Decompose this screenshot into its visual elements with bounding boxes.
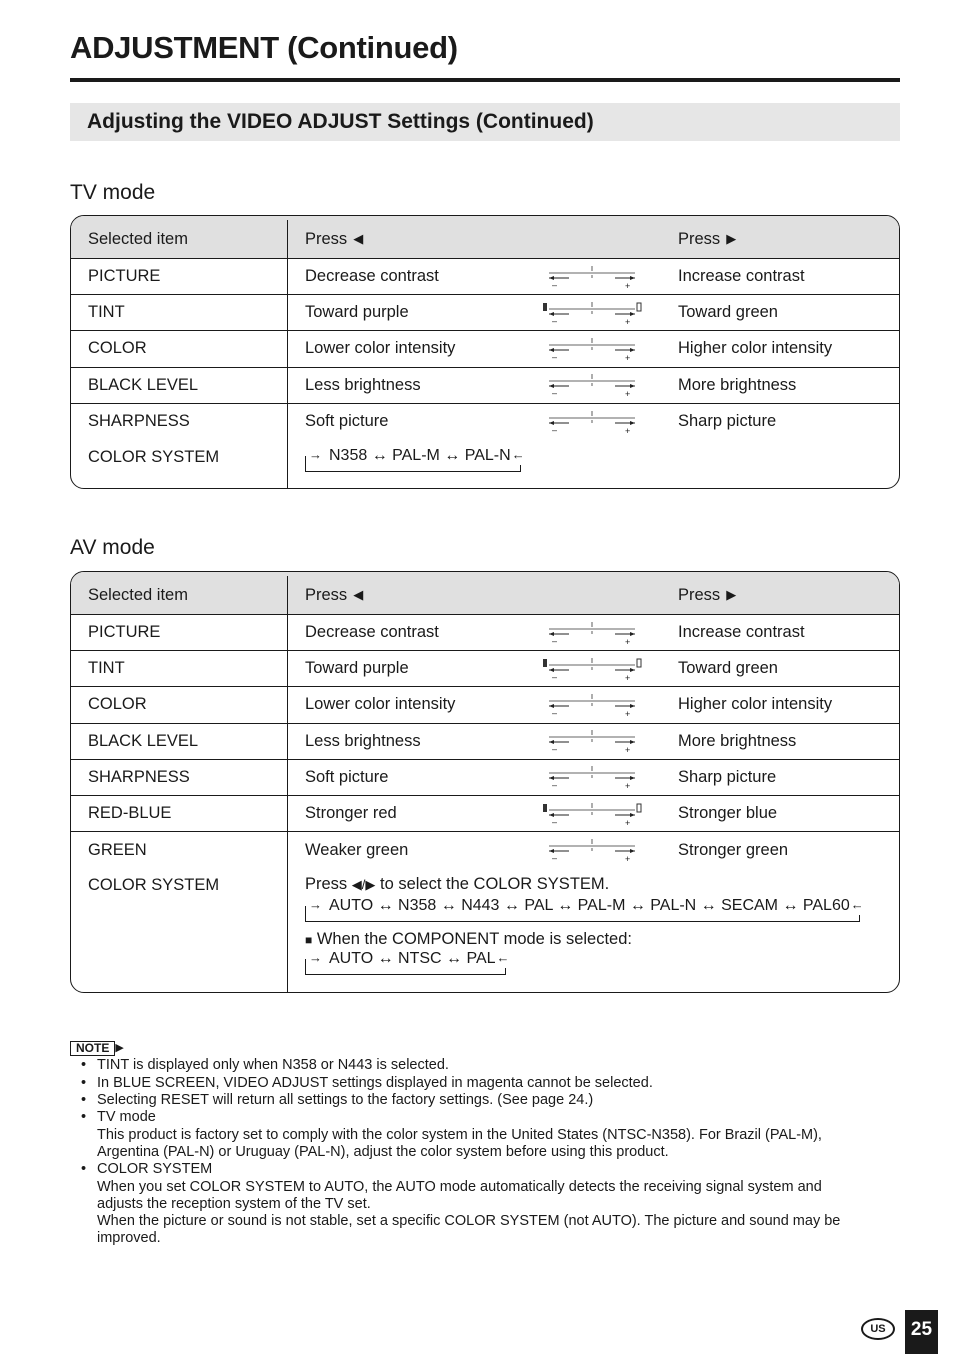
table-row-color — [71, 331, 899, 367]
note-item — [70, 1092, 870, 1109]
right-triangle-icon: ▶ — [726, 587, 737, 602]
row-left-effect: Decrease contrast — [305, 267, 439, 286]
svg-text:–: – — [552, 424, 558, 435]
table-row-tint — [71, 295, 899, 331]
svg-text:–: – — [552, 853, 558, 864]
svg-text:+: + — [625, 672, 631, 682]
adjustment-scale-icon — [537, 764, 647, 790]
svg-text:+: + — [625, 854, 631, 864]
row-right-effect: Increase contrast — [678, 267, 805, 286]
svg-text:+: + — [625, 316, 631, 326]
table-row-color-system — [71, 868, 899, 992]
adjustment-scale-icon — [537, 801, 647, 827]
row-item-label: PICTURE — [71, 259, 288, 294]
svg-text:+: + — [625, 425, 631, 435]
row-item-label: COLOR SYSTEM — [71, 440, 288, 488]
table-row-picture — [71, 259, 899, 295]
row-right-effect: Toward green — [678, 303, 778, 322]
svg-text:–: – — [552, 707, 558, 718]
section-heading: Adjusting the VIDEO ADJUST Settings (Continued) — [70, 103, 900, 141]
svg-text:–: – — [552, 279, 558, 290]
note-item — [70, 1109, 870, 1161]
note-text: • TINT is displayed only when N358 or N443 is selected. — [97, 1057, 449, 1074]
svg-text:+: + — [625, 745, 631, 755]
note-item — [70, 1075, 870, 1092]
header-press-left: Press ◀ — [305, 229, 364, 248]
header-press-right: Press ▶ — [678, 229, 737, 248]
adjustment-scale-icon — [537, 372, 647, 398]
adjustment-scale-icon — [537, 336, 647, 362]
cycle-return-arrow-icon: ← — [851, 895, 864, 915]
note-arrow-icon: ▶ — [115, 1042, 124, 1054]
row-left-effect: Soft picture — [305, 767, 389, 786]
svg-text:–: – — [552, 388, 558, 399]
row-left-effect: Stronger red — [305, 804, 397, 823]
page-number: 25 — [905, 1310, 938, 1354]
tv-mode-rows — [71, 259, 899, 440]
row-item-label: GREEN — [71, 832, 288, 868]
note-text: • In BLUE SCREEN, VIDEO ADJUST settings displayed in magenta cannot be selected. — [97, 1074, 653, 1091]
left-right-triangle-icon: ◀/▶ — [351, 877, 376, 893]
table-row-sharpness — [71, 404, 899, 440]
row-right-effect: More brightness — [678, 731, 797, 750]
row-left-effect: Toward purple — [305, 303, 409, 322]
adjustment-scale-icon — [537, 300, 647, 326]
row-left-effect: Decrease contrast — [305, 623, 439, 642]
row-right-effect: Higher color intensity — [678, 339, 833, 358]
component-cycle-diagram — [305, 949, 510, 969]
row-item-label: PICTURE — [71, 615, 288, 650]
component-mode-note: ■ When the COMPONENT mode is selected: — [305, 930, 632, 949]
table-row-green — [71, 832, 899, 868]
row-left-effect: Soft picture — [305, 412, 389, 431]
table-row-black-level — [71, 724, 899, 760]
note-text: When the picture or sound is not stable, set a specific COLOR SYSTEM (not AUTO). The picture and sound may be improved. — [97, 1213, 841, 1247]
row-left-effect: Less brightness — [305, 375, 421, 394]
row-item-label: TINT — [71, 651, 288, 686]
table-header-row — [71, 216, 899, 259]
left-triangle-icon: ◀ — [353, 231, 364, 246]
note-text: When you set COLOR SYSTEM to AUTO, the AUTO mode automatically detects the receiving signal system and adjusts the reception system of the TV set. — [97, 1178, 822, 1212]
row-item-label: COLOR — [71, 687, 288, 722]
table-row-color — [71, 687, 899, 723]
region-badge: US — [861, 1318, 895, 1340]
left-triangle-icon: ◀ — [353, 587, 364, 602]
row-item-label: BLACK LEVEL — [71, 368, 288, 403]
note-item — [70, 1057, 870, 1074]
cycle-return-arrow-icon: ← — [512, 445, 525, 465]
header-selected-item: Selected item — [71, 576, 288, 614]
note-text: This product is factory set to comply with the color system in the United States (NTSC-N358). For Brazil (PAL-M), Argentina (PAL-N) or Uruguay (PAL-N), adjust the color system before using this product. — [97, 1126, 822, 1160]
cycle-arrow-icon: → — [309, 445, 322, 465]
row-right-effect: Sharp picture — [678, 412, 777, 431]
row-right-effect: More brightness — [678, 375, 797, 394]
row-item-label: SHARPNESS — [71, 760, 288, 795]
table-row-black-level — [71, 368, 899, 404]
row-item-label: TINT — [71, 295, 288, 330]
svg-text:+: + — [625, 352, 631, 362]
svg-text:–: – — [552, 315, 558, 326]
svg-text:+: + — [625, 636, 631, 646]
square-bullet-icon: ■ — [305, 933, 313, 948]
row-item-label: COLOR SYSTEM — [71, 868, 288, 992]
row-right-effect: Stronger green — [678, 840, 789, 859]
table-row-sharpness — [71, 760, 899, 796]
adjustment-scale-icon — [537, 620, 647, 646]
svg-text:–: – — [552, 351, 558, 362]
cycle-arrow-icon: → — [309, 895, 322, 915]
page-title: ADJUSTMENT (Continued) — [70, 30, 458, 65]
note-badge — [70, 1040, 124, 1057]
row-left-effect: Less brightness — [305, 731, 421, 750]
adjustment-scale-icon — [537, 692, 647, 718]
note-text: • TV mode — [97, 1109, 156, 1126]
row-right-effect: Stronger blue — [678, 804, 778, 823]
table-row-color-system — [71, 440, 899, 488]
row-item-label: SHARPNESS — [71, 404, 288, 440]
svg-text:–: – — [552, 780, 558, 791]
color-system-cycle-diagram — [305, 896, 864, 916]
svg-text:+: + — [625, 389, 631, 399]
adjustment-scale-icon — [537, 409, 647, 435]
svg-text:–: – — [552, 744, 558, 755]
table-row-picture — [71, 615, 899, 651]
row-item-label: BLACK LEVEL — [71, 724, 288, 759]
svg-text:+: + — [625, 781, 631, 791]
notes-section — [70, 1040, 870, 1248]
right-triangle-icon: ▶ — [726, 231, 737, 246]
tv-mode-table — [70, 215, 900, 489]
av-mode-table — [70, 571, 900, 993]
adjustment-scale-icon — [537, 728, 647, 754]
table-row-tint — [71, 651, 899, 687]
svg-text:–: – — [552, 635, 558, 646]
table-row-red-blue — [71, 796, 899, 832]
table-header-row — [71, 572, 899, 615]
header-press-left: Press ◀ — [305, 585, 364, 604]
note-text: • Selecting RESET will return all settings to the factory settings. (See page 24.) — [97, 1092, 594, 1109]
svg-text:+: + — [625, 280, 631, 290]
row-right-effect: Higher color intensity — [678, 695, 833, 714]
note-label: NOTE — [70, 1041, 115, 1056]
component-cycle-text: AUTO ↔ NTSC ↔ PAL — [329, 950, 496, 968]
row-item-label: COLOR — [71, 331, 288, 366]
row-right-effect: Increase contrast — [678, 623, 805, 642]
note-text: • COLOR SYSTEM — [97, 1161, 213, 1178]
av-mode-rows — [71, 615, 899, 868]
adjustment-scale-icon — [537, 837, 647, 863]
svg-text:–: – — [552, 816, 558, 827]
svg-text:–: – — [552, 671, 558, 682]
color-system-cycle-text: N358 ↔ PAL-M ↔ PAL-N — [329, 446, 511, 464]
note-list — [70, 1057, 870, 1247]
adjustment-scale-icon — [537, 264, 647, 290]
row-left-effect: Toward purple — [305, 659, 409, 678]
tv-mode-heading: TV mode — [70, 181, 156, 204]
cycle-return-arrow-icon: ← — [497, 948, 510, 968]
row-left-effect: Weaker green — [305, 840, 409, 859]
cycle-arrow-icon: → — [309, 948, 322, 968]
row-right-effect: Toward green — [678, 659, 778, 678]
header-press-right: Press ▶ — [678, 585, 737, 604]
row-item-label: RED-BLUE — [71, 796, 288, 831]
svg-text:+: + — [625, 708, 631, 718]
adjustment-scale-icon — [537, 656, 647, 682]
svg-text:+: + — [625, 817, 631, 827]
row-left-effect: Lower color intensity — [305, 695, 456, 714]
color-system-cycle-text: AUTO ↔ N358 ↔ N443 ↔ PAL ↔ PAL-M ↔ PAL-N ↔ SECAM ↔ PAL60 — [329, 897, 850, 915]
note-item — [70, 1161, 870, 1247]
color-system-instruction: Press ◀/▶ to select the COLOR SYSTEM. — [305, 875, 610, 894]
av-mode-heading: AV mode — [70, 536, 155, 559]
row-left-effect: Lower color intensity — [305, 339, 456, 358]
color-system-cycle-diagram — [305, 446, 525, 466]
header-selected-item: Selected item — [71, 220, 288, 258]
title-rule — [70, 78, 900, 82]
row-right-effect: Sharp picture — [678, 767, 777, 786]
